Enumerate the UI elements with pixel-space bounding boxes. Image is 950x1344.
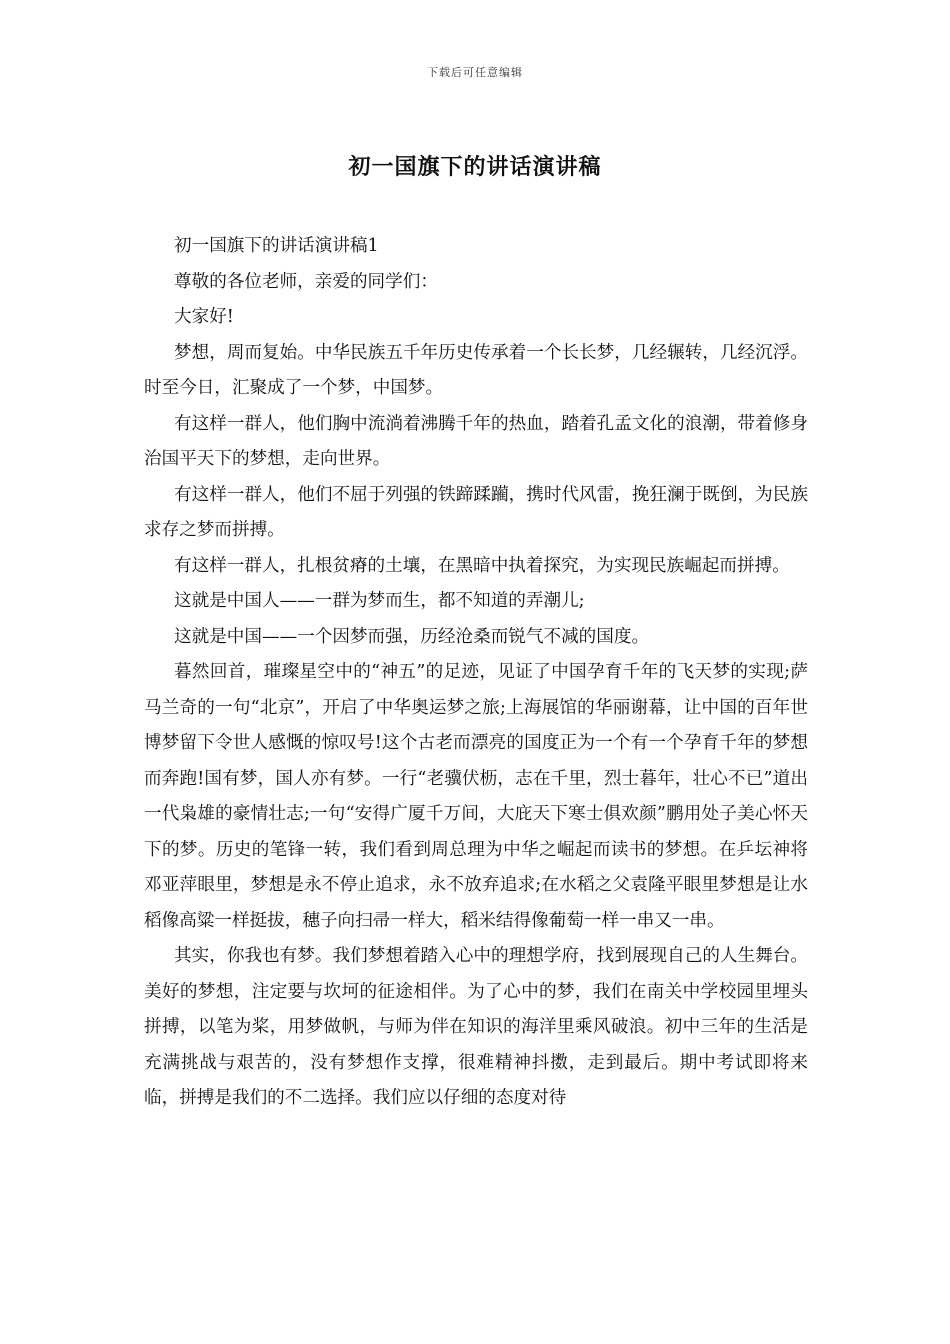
paragraph: 有这样一群人，他们不屈于列强的铁蹄蹂躏，携时代风雷，挽狂澜于既倒，为民族求存之梦而拼搏。 [144, 484, 808, 540]
paragraph: 有这样一群人，他们胸中流淌着沸腾千年的热血，踏着孔孟文化的浪潮，带着修身治国平天下的梦想，走向世界。 [144, 413, 808, 469]
paragraph: 这就是中国——一个因梦而强，历经沧桑而锐气不减的国度。 [174, 626, 650, 647]
document-title: 初一国旗下的讲话演讲稿 [348, 154, 602, 180]
paragraph: 这就是中国人——一群为梦而生，都不知道的弄潮儿; [174, 591, 585, 611]
paragraph: 梦想，周而复始。中华民族五千年历史传承着一个长长梦，几经辗转，几经沉浮。时至今日，汇聚成了一个梦，中国梦。 [144, 342, 808, 398]
paragraph-subtitle: 初一国旗下的讲话演讲稿1 [174, 236, 379, 256]
paragraph: 有这样一群人，扎根贫瘠的土壤，在黑暗中执着探究，为实现民族崛起而拼搏。 [174, 555, 790, 576]
document-body [144, 229, 808, 1117]
header-note: 下载后可任意编辑 [427, 66, 523, 79]
paragraph-salutation: 尊敬的各位老师，亲爱的同学们： [174, 271, 438, 292]
paragraph: 暮然回首，璀璨星空中的“神五”的足迹，见证了中国孕育千年的飞天梦的实现;萨马兰奇的一句“北京”，开启了中华奥运梦之旅;上海展馆的华丽谢幕，让中国的百年世博梦留下令世人感慨的惊叹号!这个古老而漂亮的国度正为一个有一个孕育千年的梦想而奔跑!国有梦，国人亦有梦。一行“老骥伏枥，志在千里，烈士暮年，壮心不已”道出一代枭雄的豪情壮志;一句“安得广厦千万间，大庇天下寒士俱欢颜”鹏用处子美心怀天下的梦。历史的笔锋一转，我们看到周总理为中华之崛起而读书的梦想。在乒坛神将邓亚萍眼里，梦想是永不停止追求，永不放弃追求;在水稻之父袁隆平眼里梦想是让水稻像高粱一样挺拔，穗子向扫帚一样大，稻米结得像葡萄一样一串又一串。 [144, 662, 808, 931]
paragraph-greeting: 大家好! [174, 307, 234, 327]
paragraph: 其实，你我也有梦。我们梦想着踏入心中的理想学府，找到展现自己的人生舞台。美好的梦想，注定要与坎坷的征途相伴。为了心中的梦，我们在南关中学校园里埋头拼搏，以笔为桨，用梦做帆，与师为伴在知识的海洋里乘风破浪。初中三年的生活是充满挑战与艰苦的，没有梦想作支撑，很难精神抖擞，走到最后。期中考试即将来临，拼搏是我们的不二选择。我们应以仔细的态度对待 [144, 946, 808, 1108]
